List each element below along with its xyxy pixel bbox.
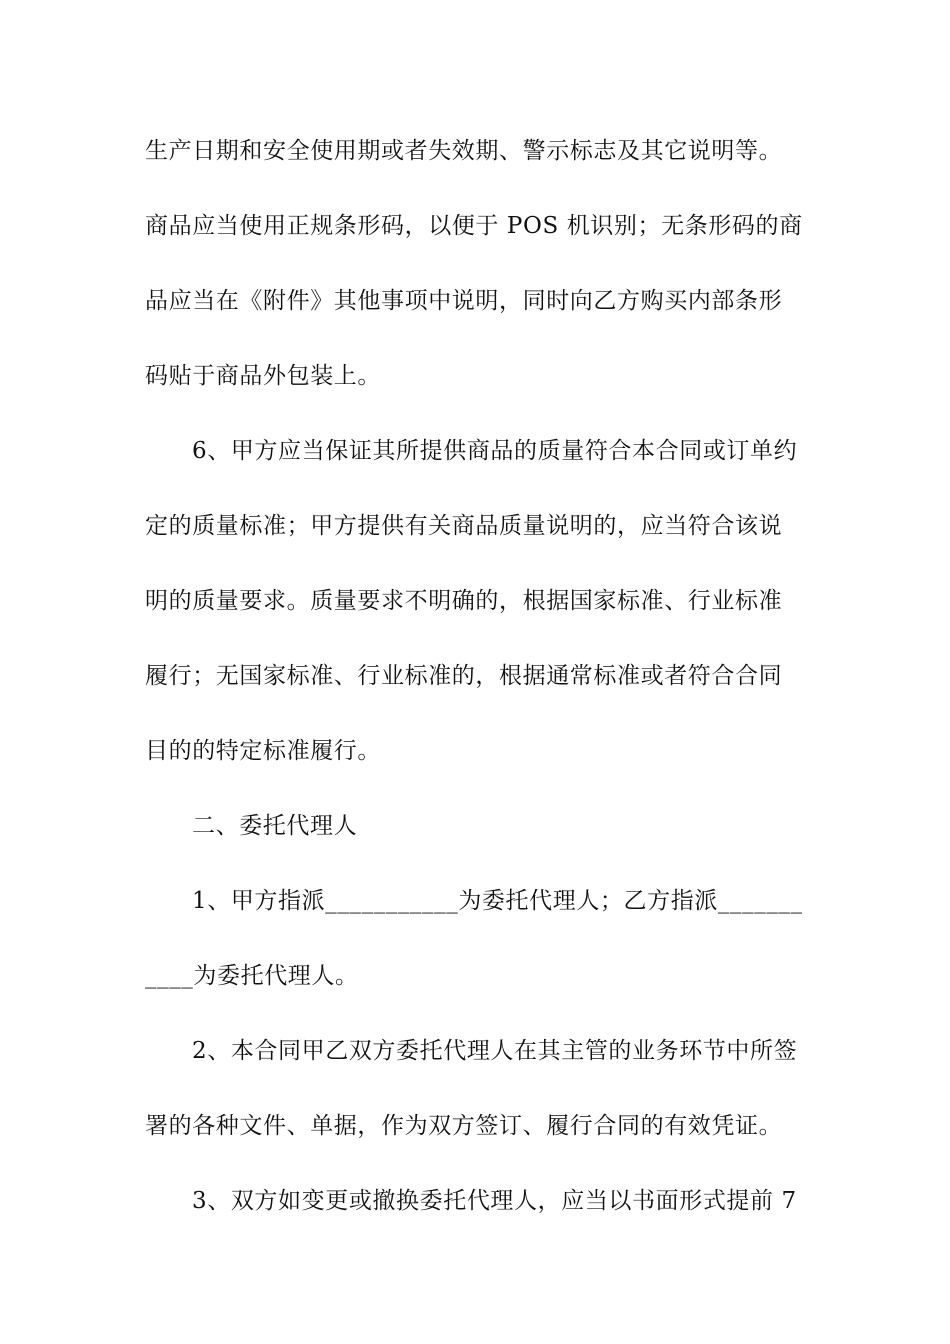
text-line-2: 商品应当使用正规条形码，以便于 POS 机识别；无条形码的商 <box>145 213 803 239</box>
text-line-3: 品应当在《附件》其他事项中说明，同时向乙方购买内部条形 <box>145 288 783 314</box>
text-line-7: 明的质量要求。质量要求不明确的，根据国家标准、行业标准 <box>145 588 783 614</box>
text-line-6: 定的质量标准；甲方提供有关商品质量说明的，应当符合该说 <box>145 513 783 539</box>
text-line-11: 1、甲方指派___________为委托代理人；乙方指派_______ <box>192 888 803 914</box>
text-line-13: 2、本合同甲乙双方委托代理人在其主管的业务环节中所签 <box>192 1038 798 1064</box>
text-line-1: 生产日期和安全使用期或者失效期、警示标志及其它说明等。 <box>145 138 783 164</box>
text-line-9: 目的的特定标准履行。 <box>145 738 381 764</box>
text-line-8: 履行；无国家标准、行业标准的，根据通常标准或者符合合同 <box>145 663 783 689</box>
text-line-4: 码贴于商品外包装上。 <box>145 363 381 389</box>
text-line-14: 署的各种文件、单据，作为双方签订、履行合同的有效凭证。 <box>145 1113 783 1139</box>
text-line-15: 3、双方如变更或撤换委托代理人，应当以书面形式提前 7 <box>192 1188 797 1214</box>
text-line-12: ____为委托代理人。 <box>145 963 359 989</box>
section-heading: 二、委托代理人 <box>192 813 358 839</box>
text-line-5: 6、甲方应当保证其所提供商品的质量符合本合同或订单约 <box>192 438 798 464</box>
